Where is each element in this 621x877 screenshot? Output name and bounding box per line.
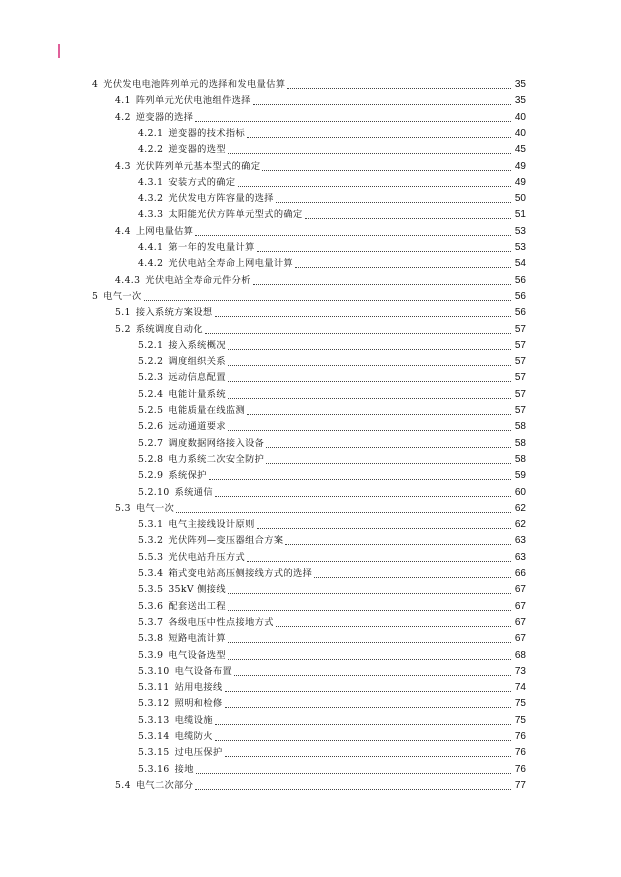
toc-entry[interactable] bbox=[138, 580, 526, 596]
toc-entry[interactable] bbox=[92, 287, 526, 303]
toc-entry[interactable] bbox=[115, 499, 526, 515]
dot-leader bbox=[228, 593, 511, 594]
toc-entry[interactable] bbox=[138, 646, 526, 662]
toc-entry-page: 59 bbox=[514, 470, 526, 482]
toc-entry-number: 5.3.13 bbox=[138, 714, 170, 726]
dot-leader bbox=[228, 659, 511, 660]
toc-entry-title: 光伏电站升压方式 bbox=[168, 551, 246, 563]
toc-entry[interactable] bbox=[115, 157, 526, 173]
toc-entry-number: 5.2.10 bbox=[138, 486, 170, 498]
toc-entry-number: 5.3.11 bbox=[138, 682, 170, 694]
toc-entry[interactable] bbox=[138, 238, 526, 254]
toc-entry-number: 4.2.1 bbox=[138, 127, 164, 139]
dot-leader bbox=[225, 756, 511, 757]
toc-entry[interactable] bbox=[138, 515, 526, 531]
toc-entry-number: 5.1 bbox=[115, 307, 131, 319]
toc-entry-title: 电能计量系统 bbox=[168, 388, 226, 400]
dot-leader bbox=[257, 528, 511, 529]
toc-entry-number: 5.3.15 bbox=[138, 747, 170, 759]
dot-leader bbox=[305, 218, 511, 219]
toc-entry-title: 系统通信 bbox=[174, 486, 213, 498]
toc-entry-number: 4.2.2 bbox=[138, 144, 164, 156]
toc-entry[interactable] bbox=[138, 483, 526, 499]
toc-entry-page: 56 bbox=[514, 290, 526, 302]
toc-entry-number: 5.5.3 bbox=[138, 551, 164, 563]
dot-leader bbox=[253, 104, 511, 105]
dot-leader bbox=[228, 610, 511, 611]
toc-entry-title: 逆变器的技术指标 bbox=[168, 127, 246, 139]
toc-entry-title: 光伏阵列单元基本型式的确定 bbox=[135, 160, 261, 172]
toc-entry-title: 太阳能光伏方阵单元型式的确定 bbox=[168, 209, 303, 221]
toc-entry-number: 5.3.5 bbox=[138, 584, 164, 596]
toc-entry-number: 4.3.3 bbox=[138, 209, 164, 221]
toc-entry-page: 57 bbox=[514, 388, 526, 400]
toc-entry-title: 上网电量估算 bbox=[135, 225, 194, 237]
toc-entry-title: 光伏发电方阵容量的选择 bbox=[168, 193, 274, 205]
dot-leader bbox=[295, 267, 511, 268]
toc-entry-title: 系统保护 bbox=[168, 470, 207, 482]
toc-entry-page: 68 bbox=[514, 649, 526, 661]
dot-leader bbox=[215, 724, 511, 725]
dot-leader bbox=[234, 675, 511, 676]
dot-leader bbox=[285, 544, 511, 545]
dot-leader bbox=[228, 381, 511, 382]
toc-entry-number: 5.4 bbox=[115, 779, 131, 791]
toc-entry[interactable] bbox=[115, 222, 526, 238]
toc-entry[interactable] bbox=[138, 711, 526, 727]
toc-entry-page: 51 bbox=[514, 209, 526, 221]
toc-entry-number: 4.3 bbox=[115, 160, 131, 172]
toc-entry-page: 58 bbox=[514, 453, 526, 465]
margin-mark bbox=[58, 44, 60, 58]
toc-entry-page: 63 bbox=[514, 551, 526, 563]
toc-entry-number: 5.2 bbox=[115, 323, 131, 335]
toc-entry-number: 5.3.16 bbox=[138, 763, 170, 775]
toc-entry-title: 光伏电站全寿命上网电量计算 bbox=[168, 258, 294, 270]
dot-leader bbox=[225, 691, 511, 692]
dot-leader bbox=[196, 773, 511, 774]
toc-entry[interactable] bbox=[138, 466, 526, 482]
dot-leader bbox=[228, 365, 511, 366]
toc-entry[interactable] bbox=[115, 320, 526, 336]
toc-entry-number: 5.2.2 bbox=[138, 356, 164, 368]
toc-entry-number: 5.2.7 bbox=[138, 437, 164, 449]
toc-entry-title: 阵列单元光伏电池组件选择 bbox=[135, 95, 251, 107]
toc-entry-page: 67 bbox=[514, 600, 526, 612]
toc-entry-number: 5.3 bbox=[115, 502, 131, 514]
dot-leader bbox=[247, 414, 511, 415]
toc-entry-number: 5.3.14 bbox=[138, 731, 170, 742]
toc-entry[interactable] bbox=[138, 662, 526, 678]
toc-entry-page: 58 bbox=[514, 421, 526, 433]
toc-entry-title: 电能质量在线监测 bbox=[168, 405, 246, 416]
toc-entry-number: 5 bbox=[92, 290, 99, 302]
dot-leader bbox=[253, 284, 511, 285]
toc-entry-page: 40 bbox=[514, 127, 526, 139]
toc-entry-page: 66 bbox=[514, 568, 526, 579]
toc-entry[interactable] bbox=[138, 140, 526, 156]
toc-entry-page: 40 bbox=[514, 111, 526, 123]
toc-entry-number: 5.3.8 bbox=[138, 633, 164, 645]
toc-entry-title: 调度组织关系 bbox=[168, 356, 226, 368]
toc-entry-title: 接地 bbox=[174, 763, 194, 775]
dot-leader bbox=[314, 577, 511, 578]
toc-entry[interactable] bbox=[138, 417, 526, 433]
dot-leader bbox=[195, 789, 511, 790]
toc-entry-page: 62 bbox=[514, 519, 526, 531]
dot-leader bbox=[195, 235, 511, 236]
toc-entry-number: 5.3.4 bbox=[138, 568, 164, 579]
dot-leader bbox=[215, 740, 511, 741]
dot-leader bbox=[225, 707, 511, 708]
toc-entry-title: 远动信息配置 bbox=[168, 372, 226, 384]
toc-entry-page: 50 bbox=[514, 193, 526, 205]
toc-entry-title: 电缆设施 bbox=[174, 714, 213, 726]
toc-entry-number: 5.2.5 bbox=[138, 405, 164, 416]
toc-entry-number: 5.2.4 bbox=[138, 388, 164, 400]
toc-entry[interactable] bbox=[138, 173, 526, 189]
toc-entry[interactable] bbox=[138, 760, 526, 776]
toc-entry-number: 4.4.3 bbox=[115, 274, 141, 286]
toc-entry-page: 53 bbox=[514, 242, 526, 253]
toc-entry-page: 76 bbox=[514, 763, 526, 775]
toc-entry-title: 电力系统二次安全防护 bbox=[168, 453, 265, 465]
toc-entry-page: 73 bbox=[514, 665, 526, 677]
toc-entry-page: 45 bbox=[514, 144, 526, 156]
toc-entry[interactable] bbox=[138, 352, 526, 368]
toc-entry-title: 远动通道要求 bbox=[168, 421, 226, 433]
toc-entry-number: 4.3.2 bbox=[138, 193, 164, 205]
toc-entry-title: 光伏电站全寿命元件分析 bbox=[145, 274, 251, 286]
toc-entry-number: 4.4 bbox=[115, 225, 131, 237]
dot-leader bbox=[215, 496, 511, 497]
toc-entry-title: 配套送出工程 bbox=[168, 600, 226, 612]
dot-leader bbox=[238, 186, 511, 187]
toc-entry-page: 53 bbox=[514, 225, 526, 237]
toc-entry[interactable] bbox=[138, 548, 526, 564]
toc-entry[interactable] bbox=[138, 385, 526, 401]
toc-entry-title: 过电压保护 bbox=[174, 747, 223, 759]
dot-leader bbox=[287, 88, 511, 89]
toc-entry[interactable] bbox=[138, 597, 526, 613]
toc-entry-number: 5.2.9 bbox=[138, 470, 164, 482]
toc-entry-number: 5.3.9 bbox=[138, 649, 164, 661]
dot-leader bbox=[276, 626, 511, 627]
dot-leader bbox=[205, 333, 511, 334]
toc-entry-page: 62 bbox=[514, 502, 526, 514]
dot-leader bbox=[276, 202, 511, 203]
toc-entry-title: 电气设备布置 bbox=[174, 665, 233, 677]
toc-entry-page: 75 bbox=[514, 698, 526, 710]
toc-entry-title: 逆变器的选择 bbox=[135, 111, 194, 123]
dot-leader bbox=[262, 170, 511, 171]
toc-entry-number: 5.3.7 bbox=[138, 616, 164, 628]
dot-leader bbox=[209, 479, 511, 480]
toc-entry-page: 76 bbox=[514, 731, 526, 742]
toc-entry-page: 49 bbox=[514, 160, 526, 172]
toc-entry-title: 接入系统概况 bbox=[168, 339, 226, 351]
toc-entry[interactable] bbox=[138, 743, 526, 759]
toc-entry-page: 57 bbox=[514, 323, 526, 335]
dot-leader bbox=[266, 447, 511, 448]
toc-entry-number: 5.2.8 bbox=[138, 453, 164, 465]
toc-entry-page: 74 bbox=[514, 682, 526, 694]
toc-entry[interactable] bbox=[138, 434, 526, 450]
toc-entry-title: 调度数据网络接入设备 bbox=[168, 437, 265, 449]
toc-entry-number: 4.4.2 bbox=[138, 258, 164, 270]
toc-entry-number: 5.3.1 bbox=[138, 519, 164, 531]
toc-entry[interactable] bbox=[138, 531, 526, 547]
toc-entry-title: 照明和检修 bbox=[174, 698, 223, 710]
toc-entry[interactable] bbox=[138, 678, 526, 694]
toc-entry-page: 56 bbox=[514, 274, 526, 286]
dot-leader bbox=[266, 463, 511, 464]
toc-entry-number: 4.1 bbox=[115, 95, 131, 107]
toc-entry[interactable] bbox=[138, 401, 526, 417]
toc-entry[interactable] bbox=[138, 124, 526, 140]
toc-entry[interactable] bbox=[115, 271, 526, 287]
toc-entry-number: 4 bbox=[92, 79, 99, 90]
dot-leader bbox=[228, 430, 511, 431]
toc-entry-number: 5.3.6 bbox=[138, 600, 164, 612]
dot-leader bbox=[228, 153, 511, 154]
toc-entry-page: 35 bbox=[514, 95, 526, 107]
toc-entry[interactable] bbox=[138, 564, 526, 580]
toc-entry-title: 电气设备选型 bbox=[168, 649, 226, 661]
toc-entry-title: 站用电接线 bbox=[174, 682, 223, 694]
toc-entry-page: 60 bbox=[514, 486, 526, 498]
toc-entry-number: 5.2.3 bbox=[138, 372, 164, 384]
toc-entry-page: 75 bbox=[514, 714, 526, 726]
toc-entry-page: 56 bbox=[514, 307, 526, 319]
toc-entry[interactable] bbox=[115, 776, 526, 792]
dot-leader bbox=[257, 251, 511, 252]
dot-leader bbox=[144, 300, 511, 301]
toc-entry-number: 5.3.12 bbox=[138, 698, 170, 710]
toc-entry-page: 58 bbox=[514, 437, 526, 449]
toc-entry-title: 电气一次 bbox=[135, 502, 175, 514]
dot-leader bbox=[176, 512, 511, 513]
toc-entry-page: 57 bbox=[514, 405, 526, 416]
toc-entry-number: 5.2.1 bbox=[138, 339, 164, 351]
toc-entry-number: 4.4.1 bbox=[138, 242, 164, 253]
toc-entry[interactable] bbox=[138, 727, 526, 743]
toc-entry-number: 4.2 bbox=[115, 111, 131, 123]
toc-entry-title: 电气二次部分 bbox=[135, 779, 194, 791]
toc-entry[interactable] bbox=[92, 75, 526, 91]
toc-entry-title: 电气一次 bbox=[103, 290, 142, 302]
toc-entry[interactable] bbox=[138, 189, 526, 205]
toc-entry-page: 77 bbox=[514, 779, 526, 791]
toc-entry-title: 接入系统方案设想 bbox=[135, 307, 213, 319]
toc-entry[interactable] bbox=[138, 205, 526, 221]
toc-entry[interactable] bbox=[138, 450, 526, 466]
dot-leader bbox=[247, 137, 511, 138]
toc-entry-title: 光伏阵列—变压器组合方案 bbox=[168, 535, 284, 547]
toc-entry-page: 35 bbox=[514, 79, 526, 90]
toc-entry-title: 电缆防火 bbox=[174, 731, 213, 742]
toc-entry-title: 光伏发电电池阵列单元的选择和发电量估算 bbox=[103, 79, 286, 90]
toc-entry-number: 4.3.1 bbox=[138, 176, 164, 188]
toc-entry[interactable] bbox=[138, 254, 526, 270]
toc-entry-number: 5.2.6 bbox=[138, 421, 164, 433]
toc-entry-page: 57 bbox=[514, 356, 526, 368]
dot-leader bbox=[228, 349, 511, 350]
toc-entry-title: 逆变器的选型 bbox=[168, 144, 226, 156]
toc-entry-title: 电气主接线设计原则 bbox=[168, 519, 255, 531]
dot-leader bbox=[195, 121, 511, 122]
toc-entry[interactable] bbox=[138, 613, 526, 629]
toc-entry[interactable] bbox=[115, 303, 526, 319]
toc-entry[interactable] bbox=[138, 336, 526, 352]
toc-entry-number: 5.3.10 bbox=[138, 665, 170, 677]
toc-entry[interactable] bbox=[138, 368, 526, 384]
toc-entry[interactable] bbox=[138, 629, 526, 645]
dot-leader bbox=[215, 316, 511, 317]
toc-entry-title: 各级电压中性点接地方式 bbox=[168, 616, 274, 628]
toc-entry-page: 76 bbox=[514, 747, 526, 759]
toc-entry-page: 67 bbox=[514, 616, 526, 628]
dot-leader bbox=[247, 561, 511, 562]
dot-leader bbox=[228, 398, 511, 399]
toc-entry-title: 系统调度自动化 bbox=[135, 323, 203, 335]
toc-entry[interactable] bbox=[115, 91, 526, 107]
dot-leader bbox=[228, 642, 511, 643]
toc-entry-title: 安装方式的确定 bbox=[168, 176, 236, 188]
toc-entry-title: 第一年的发电量计算 bbox=[168, 242, 255, 253]
toc-entry[interactable] bbox=[115, 108, 526, 124]
toc-entry-title: 35kV 侧接线 bbox=[168, 584, 226, 596]
toc-entry-page: 57 bbox=[514, 339, 526, 351]
toc-entry-title: 短路电流计算 bbox=[168, 633, 226, 645]
toc-entry-page: 63 bbox=[514, 535, 526, 547]
toc-entry-page: 49 bbox=[514, 176, 526, 188]
toc-entry-title: 箱式变电站高压侧接线方式的选择 bbox=[168, 568, 313, 579]
toc-entry-page: 57 bbox=[514, 372, 526, 384]
toc-entry-page: 67 bbox=[514, 584, 526, 596]
toc-entry-page: 67 bbox=[514, 633, 526, 645]
toc-entry-number: 5.3.2 bbox=[138, 535, 164, 547]
toc-entry-page: 54 bbox=[514, 258, 526, 270]
toc-entry[interactable] bbox=[138, 694, 526, 710]
